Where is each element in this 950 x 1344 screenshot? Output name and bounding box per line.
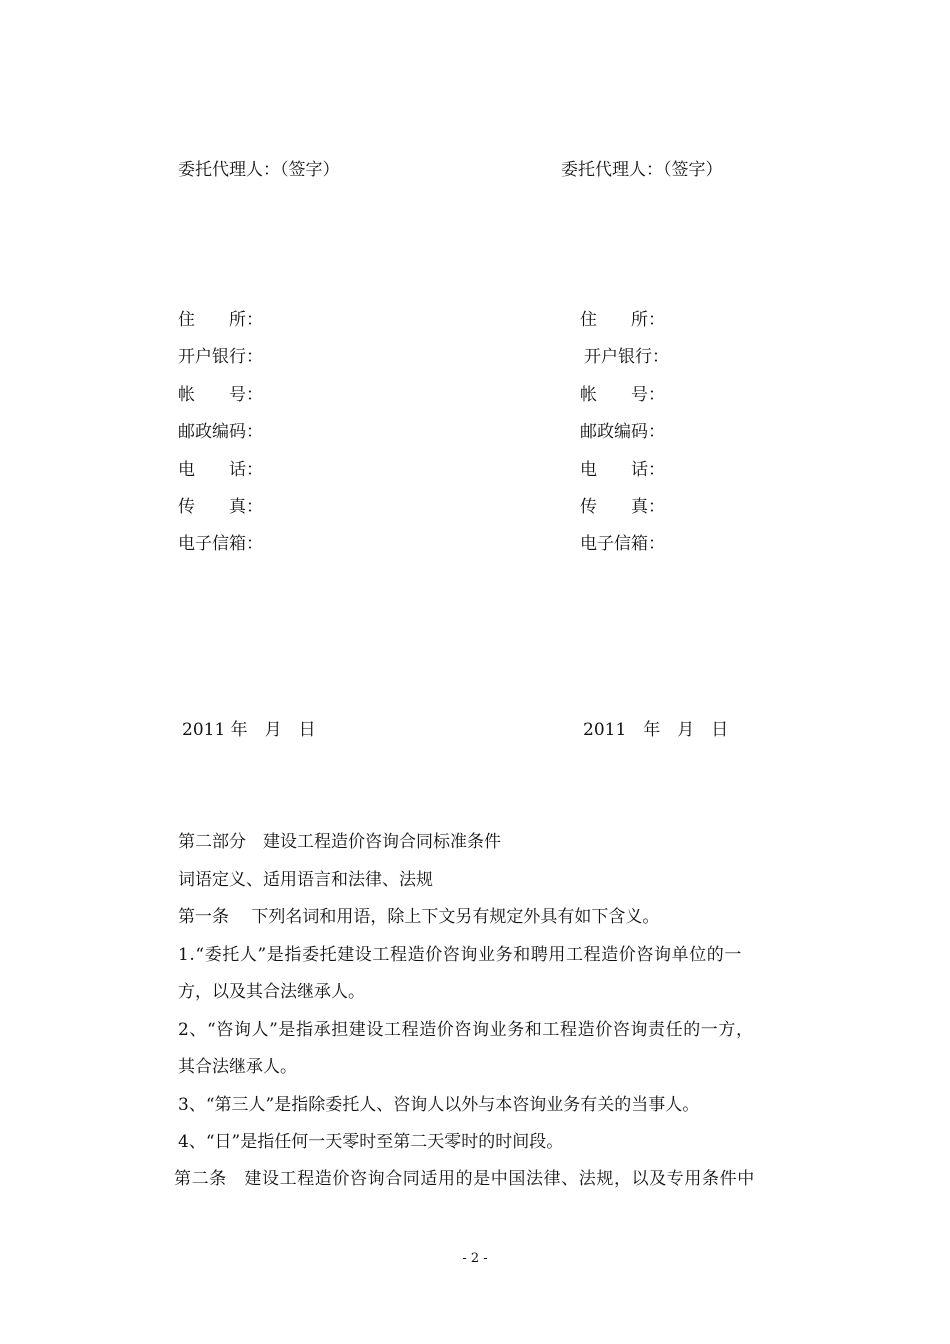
info-left-phone: 电 话： bbox=[178, 460, 263, 480]
article-2: 第二条 建设工程造价咨询合同适用的是中国法律、法规，以及专用条件中 bbox=[174, 1169, 755, 1189]
info-right-email: 电子信箱： bbox=[580, 534, 665, 554]
item-1-line-1: 1.“委托人”是指委托建设工程造价咨询业务和聘用工程造价咨询单位的一 bbox=[178, 945, 742, 965]
info-left-email: 电子信箱： bbox=[178, 534, 263, 554]
info-right-address: 住 所： bbox=[580, 310, 665, 330]
info-right-account: 帐 号： bbox=[580, 385, 665, 405]
section-title: 词语定义、适用语言和法律、法规 bbox=[178, 870, 433, 890]
info-left-address: 住 所： bbox=[178, 310, 263, 330]
article-1: 第一条 下列名词和用语，除上下文另有规定外具有如下含义。 bbox=[178, 907, 660, 927]
date-left: 2011 年 月 日 bbox=[182, 720, 316, 740]
info-left-account: 帐 号： bbox=[178, 385, 263, 405]
item-2-line-2: 其合法继承人。 bbox=[178, 1057, 297, 1077]
info-right-fax: 传 真： bbox=[580, 497, 665, 517]
part-title: 第二部分 建设工程造价咨询合同标准条件 bbox=[178, 832, 501, 852]
signature-left: 委托代理人：（签字） bbox=[178, 160, 340, 180]
item-4: 4、“日”是指任何一天零时至第二天零时的时间段。 bbox=[178, 1132, 564, 1152]
info-right-phone: 电 话： bbox=[580, 460, 665, 480]
info-right-bank: 开户银行： bbox=[584, 347, 669, 367]
item-1-line-2: 方，以及其合法继承人。 bbox=[178, 982, 365, 1002]
signature-right: 委托代理人：（签字） bbox=[561, 160, 723, 180]
info-left-bank: 开户银行： bbox=[178, 347, 263, 367]
info-left-fax: 传 真： bbox=[178, 497, 263, 517]
item-3: 3、“第三人”是指除委托人、咨询人以外与本咨询业务有关的当事人。 bbox=[178, 1095, 700, 1115]
item-2-line-1: 2、“咨询人”是指承担建设工程造价咨询业务和工程造价咨询责任的一方， bbox=[178, 1020, 754, 1040]
info-right-postcode: 邮政编码： bbox=[580, 422, 665, 442]
info-left-postcode: 邮政编码： bbox=[178, 422, 263, 442]
date-right: 2011 年 月 日 bbox=[583, 720, 729, 740]
page-number: - 2 - bbox=[462, 1251, 488, 1266]
